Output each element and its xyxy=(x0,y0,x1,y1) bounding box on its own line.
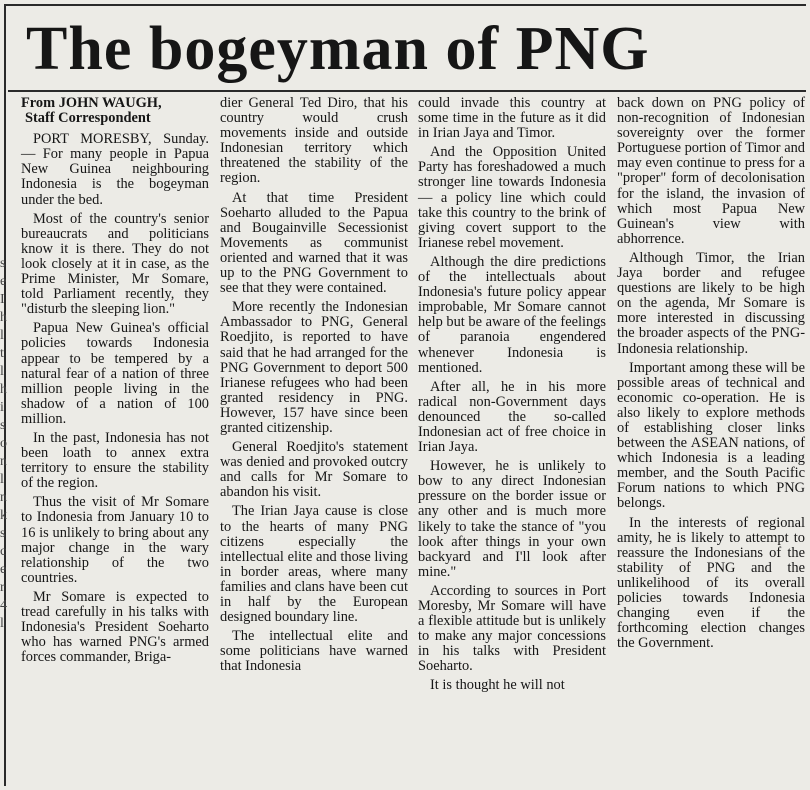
article-column-4 xyxy=(617,96,805,786)
article-paragraph: It is thought he will not xyxy=(430,677,565,694)
article-paragraph: General Roedjito's statement was denied and provoked outcry and calls for Mr Somare to abandon his visit. xyxy=(220,439,408,501)
article-paragraph: Although the dire predictions of the intellectuals about Indonesia's future policy appear improbable, Mr Somare cannot help but be aware of the feelings of paranoia engendered whenever Indonesia is mentioned. xyxy=(418,253,606,376)
article-paragraph: dier General Ted Diro, that his country would crush movements inside and outside Indonesian territory which threatened the stability of the region. xyxy=(220,95,408,187)
article-paragraph: In the interests of regional amity, he is likely to attempt to reassure the Indonesians of the stability of PNG and the unlikelihood of its overall policies towards Indonesia changing even if the forthcoming election changes the Government. xyxy=(617,514,805,652)
article-paragraph: back down on PNG policy of non-recognition of Indonesian sovereignty over the former Portuguese portion of Timor and may even continue to press for a "proper" form of decolonisation for the island, the invasion of which most Papua New Guinean's view with abhorrence. xyxy=(617,95,805,247)
article-paragraph: Most of the country's senior bureaucrats and politicians know it is there. They do not look closely at it in case, as the Prime Minister, Mr Somare, told Parliament recently, they "disturb the sleeping lion." xyxy=(21,210,209,318)
article-paragraph: PORT MORESBY, Sunday. — For many people in Papua New Guinea neighbouring Indonesia is the bogeyman under the bed. xyxy=(21,131,209,208)
article-paragraph: However, he is unlikely to bow to any direct Indonesian pressure on the border issue or any other and is much more likely to take the stance of "you look after things in your own backyard and I'll look after mine." xyxy=(418,458,606,580)
article-paragraph: According to sources in Port Moresby, Mr Somare will have a flexible attitude but is unlikely to make any major concessions in his talks with President Soeharto. xyxy=(418,582,606,675)
article-paragraph: Important among these will be possible areas of technical and economic co-operation. He is also likely to explore methods of establishing closer links between the ASEAN nations, of which Indonesia is a leading member, and the South Pacific Forum nations to which PNG belongs. xyxy=(617,359,805,512)
headline-rule xyxy=(8,90,806,92)
article-column-3 xyxy=(418,96,606,786)
byline-author: From JOHN WAUGH, xyxy=(21,95,162,111)
article-column-1 xyxy=(21,96,209,786)
article-paragraph: More recently the Indonesian Ambassador to PNG, General Roedjito, is reported to have said that he had arranged for the PNG Government to deport 500 Irianese refugees who had been granted residency in PNG. However, 157 have since been granted citizenship. xyxy=(220,299,408,436)
article-paragraph: Although Timor, the Irian Jaya border and refugee questions are likely to be high on the agenda, Mr Somare is more interested in discussing the broader aspects of the PNG-Indonesia relationship. xyxy=(617,249,805,357)
article-paragraph: The Irian Jaya cause is close to the hearts of many PNG citizens especially the intellectual elite and those living in border areas, where many families and clans have been cut in half by the European designed boundary line. xyxy=(220,503,408,626)
article-paragraph: After all, he in his more radical non-Government days denounced the so-called Indonesian act of free choice in Irian Jaya. xyxy=(418,378,606,456)
article-paragraph: could invade this country at some time in the future as it did in Irian Jaya and Timor. xyxy=(418,95,606,142)
article-paragraph: At that time President Soeharto alluded to the Papua and Bougainville Secessionist Movements as communist oriented and warned that it was up to the PNG Government to see that they were contained. xyxy=(220,189,408,297)
article-paragraph: Mr Somare is expected to tread carefully in his talks with Indonesia's President Soeharto who has warned PNG's armed forces commander, Briga- xyxy=(21,588,209,666)
article-paragraph: Thus the visit of Mr Somare to Indonesia from January 10 to 16 is unlikely to bring about any major change in the wary relationship of the two countries. xyxy=(21,494,209,586)
byline xyxy=(21,96,209,126)
article-paragraph: The intellectual elite and some politicians have warned that Indonesia xyxy=(220,628,408,675)
byline-role: Staff Correspondent xyxy=(25,110,151,127)
article-paragraph: In the past, Indonesia has not been loath to annex extra territory to ensure the stability of the region. xyxy=(21,429,209,492)
article-paragraph: And the Opposition United Party has foreshadowed a much stronger line towards Indonesia — a policy line which could take this country to the brink of giving covert support to the Irianese rebel movement. xyxy=(418,144,606,251)
article-paragraph: Papua New Guinea's official policies towards Indonesia appear to be tempered by a natural fear of a nation of three million people living in the shadow of a nation of 100 million. xyxy=(21,320,209,427)
adjacent-column-fragment: s e I h l t l h i s o n l n k s c e r 4 l xyxy=(0,256,7,631)
headline: The bogeyman of PNG xyxy=(26,15,650,83)
article-column-2 xyxy=(220,96,408,786)
